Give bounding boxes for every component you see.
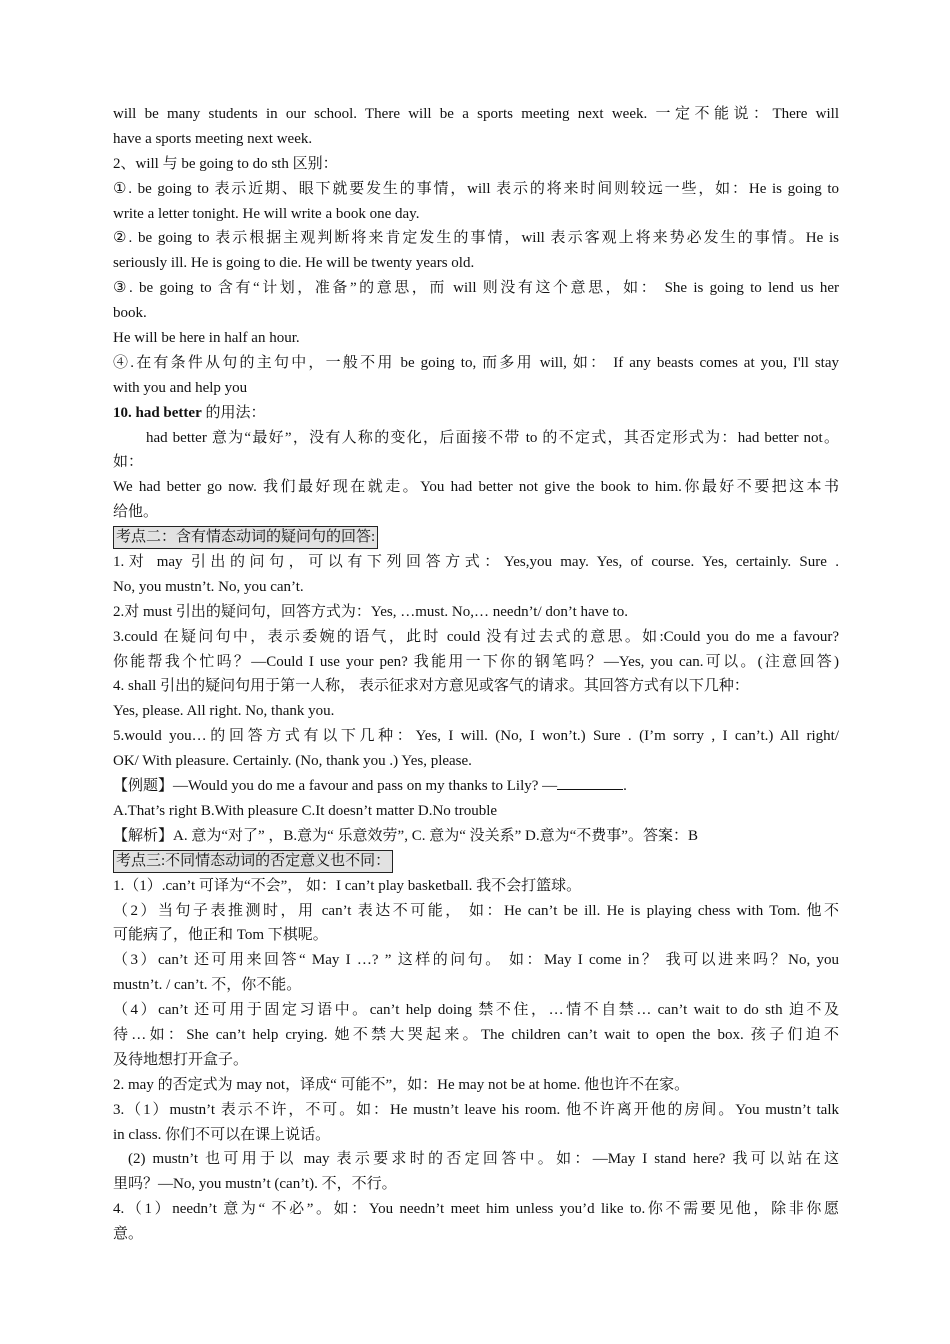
text-line: 4. shall 引出的疑问句用于第一人称， 表示征求对方意见或客气的请求。其回答方式有以下几种： <box>113 678 749 695</box>
text-line: 及待地想打开盒子。 <box>113 1051 249 1068</box>
text-line: 意。 <box>113 1226 144 1243</box>
example-end: . <box>623 778 627 795</box>
text-line: in class. 你们不可以在课上说话。 <box>113 1126 331 1143</box>
example-question <box>113 774 839 799</box>
text-line: 4.（1）needn’t 意为“ 不必”。如：You needn’t meet him unless you’d like to.你不需要见他，除非你愿 <box>113 1201 839 1218</box>
heading-number: 10. had better <box>113 404 202 421</box>
boxed-heading: 考点二：含有情态动词的疑问句的回答: <box>113 526 378 549</box>
text-line: ②. be going to 表示根据主观判断将来肯定发生的事情，will 表示客观上将来势必发生的事情。He is <box>113 230 839 247</box>
text-line: （2）当句子表推测时，用 can’t 表达不可能， 如：He can’t be ill. He is playing chess with Tom. 他不 <box>113 902 839 919</box>
text-line: ④.在有条件从句的主句中，一般不用 be going to, 而多用 will, 如： If any beasts comes at you, I'll stay <box>113 354 839 371</box>
text-line: No, you mustn’t. No, you can’t. <box>113 578 304 595</box>
text-line: had better 意为“最好”，没有人称的变化，后面接不带 to 的不定式，其否定形式为：had better not。 <box>146 429 839 446</box>
text-line: Yes, please. All right. No, thank you. <box>113 703 335 720</box>
example-analysis: 【解析】A. 意为“对了” ，B.意为“ 乐意效劳”, C. 意为“ 没关系” D.意为“不费事”。答案：B <box>113 827 698 844</box>
text-line: ③. be going to 含有“计划，准备”的意思，而 will 则没有这个意思，如： She is going to lend us her <box>113 280 839 297</box>
text-line: （3）can’t 还可用来回答“ May I …? ” 这样的问句。 如：May I come in？ 我可以进来吗？No, you <box>113 952 839 969</box>
text-line: will be many students in our school. There will be a sports meeting next week. 一定不能说：There will <box>113 106 839 122</box>
text-line: OK/ With pleasure. Certainly. (No, thank you .) Yes, please. <box>113 753 472 770</box>
text-line: ①. be going to 表示近期、眼下就要发生的事情，will 表示的将来时间则较远一些，如：He is going to <box>113 180 839 197</box>
text-line: write a letter tonight. He will write a book one day. <box>113 205 420 222</box>
text-line: 2. may 的否定式为 may not，译成“ 可能不”，如：He may not be at home. 他也许不在家。 <box>113 1076 690 1093</box>
text-line: 2、will 与 be going to do sth 区别： <box>113 155 338 172</box>
example-options: A.That’s right B.With pleasure C.It doesn’t matter D.No trouble <box>113 802 498 819</box>
text-line: with you and help you <box>113 379 248 396</box>
boxed-heading: 考点三:不同情态动词的否定意义也不同： <box>113 850 393 873</box>
text-line: (2) mustn’t 也可用于以 may 表示要求时的否定回答中。如：—May I stand here? 我可以站在这 <box>128 1151 839 1168</box>
text-line: 可能病了，他正和 Tom 下棋呢。 <box>113 927 328 944</box>
section-heading <box>113 401 839 426</box>
text-line: （4）can’t 还可用于固定习语中。can’t help doing 禁不住，…情不自禁… can’t wait to do sth 迫不及 <box>113 1002 839 1019</box>
text-line: 给他。 <box>113 504 159 521</box>
text-line: 待…如：She can’t help crying. 她不禁大哭起来。The children can’t wait to open the box. 孩子们迫不 <box>113 1026 839 1043</box>
text-line: seriously ill. He is going to die. He will be twenty years old. <box>113 255 475 272</box>
text-line: mustn’t. / can’t. 不，你不能。 <box>113 977 302 994</box>
document-page <box>113 102 839 1247</box>
text-line: 如： <box>113 454 144 471</box>
text-line: He will be here in half an hour. <box>113 330 300 347</box>
example-text: 【例题】—Would you do me a favour and pass on my thanks to Lily? — <box>113 778 558 795</box>
text-line: book. <box>113 305 147 322</box>
text-line: 你能帮我个忙吗？—Could I use your pen? 我能用一下你的钢笔吗？—Yes, you can.可以。(注意回答) <box>113 653 839 670</box>
text-line: 5.would you…的回答方式有以下几种：Yes, I will. (No, I won’t.) Sure . (I’m sorry , I can’t.) All right/ <box>113 728 839 745</box>
text-line: 里吗？—No, you mustn’t (can’t). 不，不行。 <box>113 1176 397 1193</box>
text-line: 1.对 may 引出的问句，可以有下列回答方式：Yes,you may. Yes, of course. Yes, certainly. Sure . <box>113 554 839 571</box>
answer-blank <box>557 775 623 790</box>
text-line: have a sports meeting next week. <box>113 130 313 147</box>
key-point-heading <box>113 849 839 874</box>
heading-text: 的用法： <box>201 404 266 421</box>
key-point-heading <box>113 525 839 550</box>
text-line: 3.（1）mustn’t 表示不许，不可。如：He mustn’t leave his room. 他不许离开他的房间。You mustn’t talk <box>113 1101 839 1118</box>
text-line: 2.对 must 引出的疑问句，回答方式为：Yes, …must. No,… needn’t/ don’t have to. <box>113 603 629 620</box>
text-line: We had better go now. 我们最好现在就走。You had better not give the book to him.你最好不要把这本书 <box>113 479 839 496</box>
text-line: 1.（1）.can’t 可译为“不会”， 如：I can’t play basketball. 我不会打篮球。 <box>113 877 582 894</box>
text-line: 3.could 在疑问句中，表示委婉的语气，此时 could 没有过去式的意思。如:Could you do me a favour? <box>113 628 839 645</box>
